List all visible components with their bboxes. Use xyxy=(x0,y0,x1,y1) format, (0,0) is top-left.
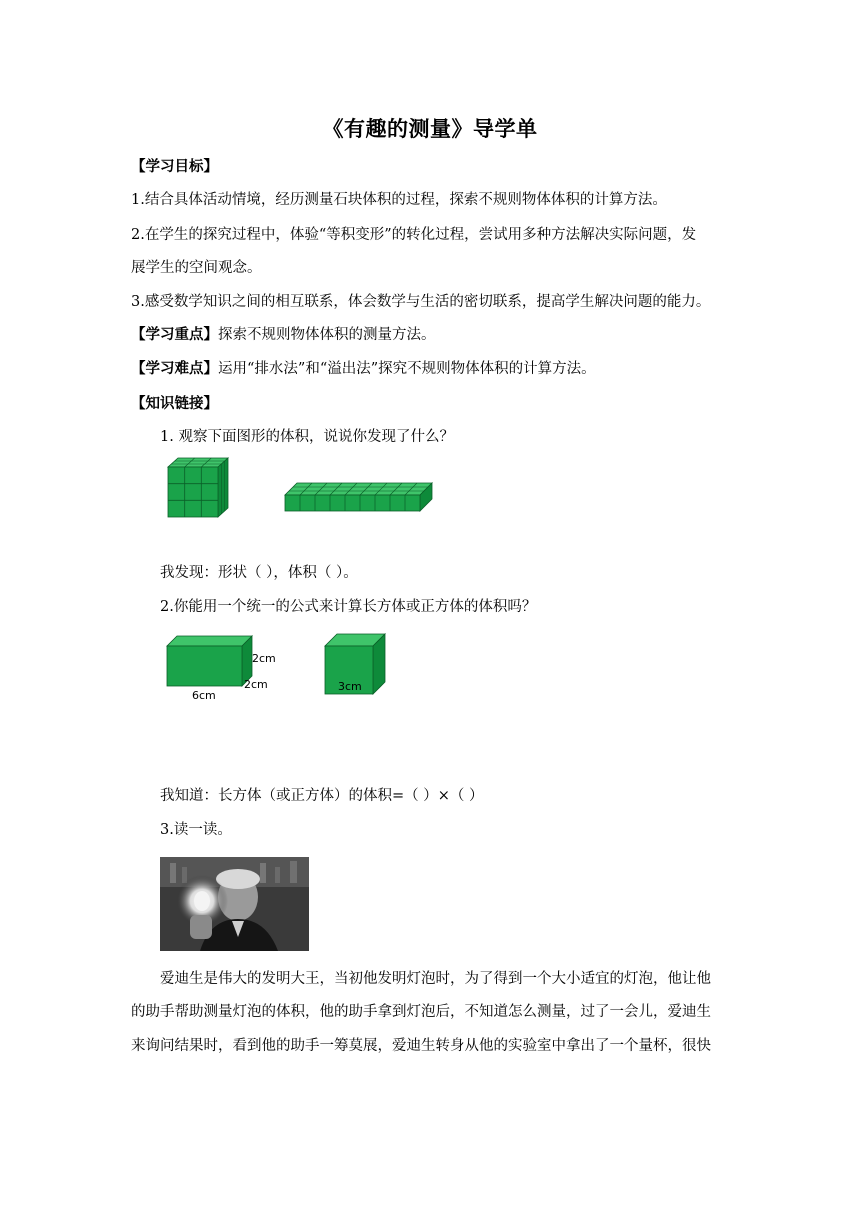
question-2-prompt: 2.你能用一个统一的公式来计算长方体或正方体的体积吗？ xyxy=(160,599,537,615)
reading-paragraph-line-1: 爱迪生是伟大的发明大王，当初他发明灯泡时，为了得到一个大小适宜的灯泡，他让他 xyxy=(160,971,711,987)
key-point-text: 探索不规则物体体积的测量方法。 xyxy=(218,327,436,343)
knowledge-link-heading: 【知识链接】 xyxy=(131,395,218,412)
cube-block-3x3 xyxy=(168,458,228,517)
flat-block-long xyxy=(285,483,432,511)
reading-paragraph-line-3: 来询问结果时，看到他的助手一筹莫展，爱迪生转身从他的实验室中拿出了一个量杯，很快 xyxy=(131,1038,711,1054)
unit-cube-shapes-figure xyxy=(160,455,440,525)
question-1-prompt: 1. 观察下面图形的体积，说说你发现了什么？ xyxy=(160,429,454,445)
difficulty-text: 运用“排水法”和“溢出法”探究不规则物体体积的计算方法。 xyxy=(218,361,596,377)
page-title: 《有趣的测量》导学单 xyxy=(322,116,538,141)
objective-2-line-1: 2.在学生的探究过程中，体验“等积变形”的转化过程，尝试用多种方法解决实际问题，发 xyxy=(131,227,697,243)
cuboid-height-label: 2cm xyxy=(252,652,276,665)
objective-1: 1.结合具体活动情境，经历测量石块体积的过程，探索不规则物体体积的计算方法。 xyxy=(131,192,667,208)
reading-paragraph-line-2: 的助手帮助测量灯泡的体积，他的助手拿到灯泡后，不知道怎么测量，过了一会儿，爱迪生 xyxy=(131,1004,711,1020)
question-2-answer: 我知道：长方体（或正方体）的体积=（ ）×（ ） xyxy=(160,788,484,804)
difficulty-row xyxy=(131,359,741,379)
key-point-heading: 【学习重点】 xyxy=(131,326,218,343)
cuboid-width-label: 2cm xyxy=(244,678,268,691)
edison-light-bulb-photo xyxy=(160,857,309,951)
objective-2-line-2: 展学生的空间观念。 xyxy=(131,260,262,276)
difficulty-heading: 【学习难点】 xyxy=(131,360,218,377)
question-1-answer: 我发现：形状（ ），体积（ ）。 xyxy=(160,565,358,581)
cuboid-and-cube-figure xyxy=(160,632,400,704)
key-point-row xyxy=(131,325,741,345)
cuboid-length-label: 6cm xyxy=(192,689,216,702)
objectives-heading: 【学习目标】 xyxy=(131,158,218,175)
question-3-prompt: 3.读一读。 xyxy=(160,822,232,838)
cube-edge-label: 3cm xyxy=(338,680,362,693)
cuboid xyxy=(167,636,252,686)
objective-3: 3.感受数学知识之间的相互联系，体会数学与生活的密切联系，提高学生解决问题的能力。 xyxy=(131,294,711,310)
